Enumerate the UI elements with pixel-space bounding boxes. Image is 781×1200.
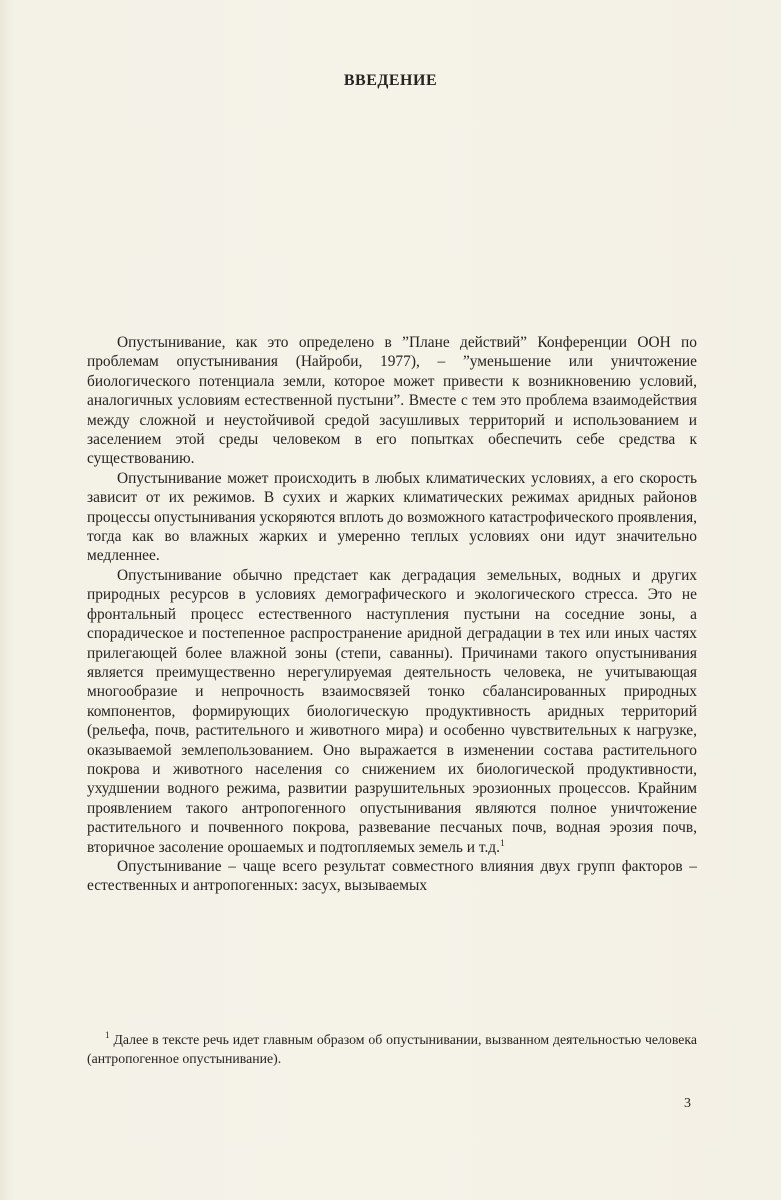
main-text [87, 333, 697, 896]
footnote-reference: 1 [499, 838, 505, 849]
paragraph-2: Опустынивание может происходить в любых климатических условиях, а его скорость зависит от их режимов. В сухих и жарких климатических режимах аридных районов процессы опустынивания ускоряются вплоть до возможного катастрофического проявления, тогда как во влажных жарких и умеренно теплых условиях они идут значительно медленнее. [87, 469, 697, 565]
page-number: 3 [684, 1096, 691, 1111]
paragraph-3 [87, 566, 697, 857]
footnote-number: 1 [105, 1030, 110, 1041]
paragraph-3-text: Опустынивание обычно предстает как деградация земельных, водных и других природных ресурсов в условиях демографического и экологического стресса. Это не фронтальный процесс естественного наступления пустыни на соседние зоны, а спорадическое и постепенное распространение аридной деградации в тех или иных частях прилегающей более влажной зоны (степи, саванны). Причинами такого опустынивания является преимущественно нерегулируемая деятельность человека, не учитывающая многообразие и непрочность взаимосвязей тонко сбалансированных природных компонентов, формирующих биологическую продуктивность аридных территорий (рельефа, почв, растительного и животного мира) и особенно чувствительных к нагрузке, оказываемой землепользованием. Оно выражается в изменении состава растительного покрова и животного населения со снижением их биологической продуктивности, ухудшении водного режима, развитии разрушительных эрозионных процессов. Крайним проявлением такого антропогенного опустынивания являются полное уничтожение растительного и почвенного покрова, развевание песчаных почв, водная эрозия почв, вторичное засоление орошаемых и подтопляемых земель и т.д. [87, 566, 697, 856]
paragraph-4: Опустынивание – чаще всего результат совместного влияния двух групп факторов – естественных и антропогенных: засух, вызываемых [87, 857, 697, 895]
page-heading: ВВЕДЕНИЕ [343, 72, 438, 89]
footnote-text: Далее в тексте речь идет главным образом об опустынивании, вызванном деятельностью человека (антропогенное опустынивание). [87, 1032, 697, 1066]
paragraph-1: Опустынивание, как это определено в ”Плане действий” Конференции ООН по проблемам опустынивания (Найроби, 1977), – ”уменьшение или уничтожение биологического потенциала земли, которое может привести к возникновению условий, аналогичных условиям естественной пустыни”. Вместе с тем это проблема взаимодействия между сложной и неустойчивой средой засушливых территорий и использованием и заселением этой среды человеком в его попытках обеспечить себе средства к существованию. [87, 334, 697, 468]
footnote [87, 1030, 697, 1068]
